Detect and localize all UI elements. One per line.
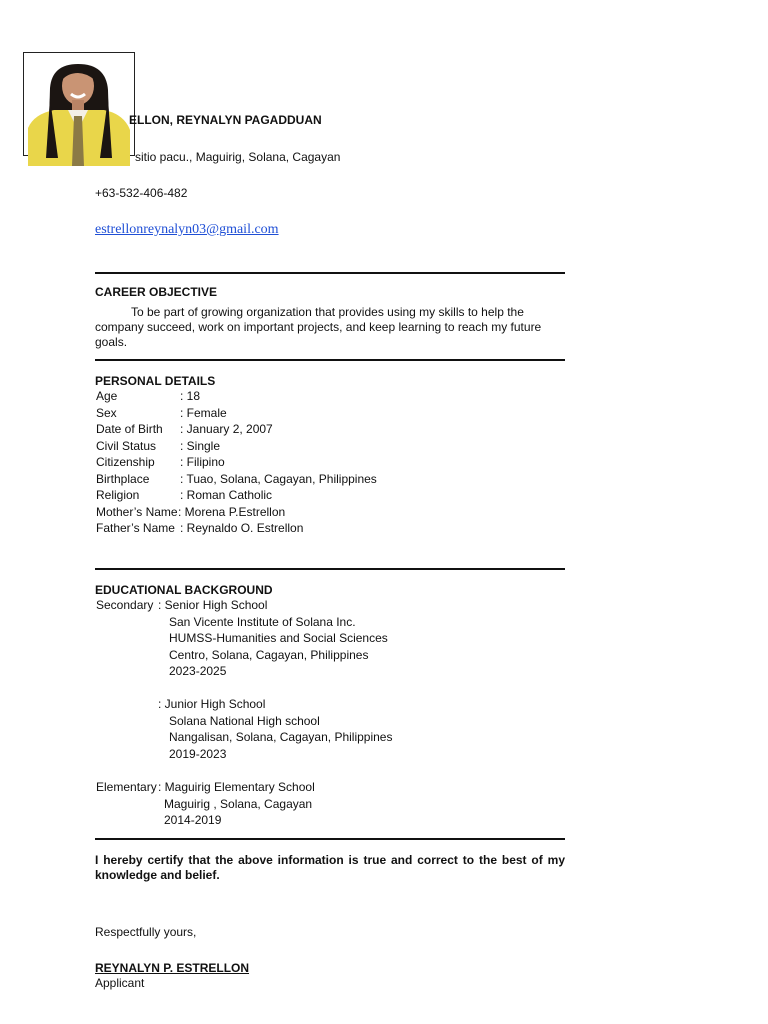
applicant-name-heading: ELLON, REYNALYN PAGADDUAN: [129, 113, 322, 127]
detail-row-sex: [96, 406, 576, 423]
certification-statement: I hereby certify that the above information is true and correct to the best of my knowledge and belief.: [95, 853, 565, 882]
elementary-label: Elementary: [96, 780, 157, 794]
detail-label: Sex: [96, 405, 117, 420]
shs-strand: HUMSS-Humanities and Social Sciences: [169, 631, 388, 645]
signatory-role: Applicant: [95, 976, 145, 990]
jhs-years: 2019-2023: [169, 746, 227, 761]
detail-label: Mother’s Name: [96, 504, 178, 519]
phone-number: +63-532-406-482: [95, 186, 188, 200]
detail-value: : January 2, 2007: [180, 422, 273, 436]
educational-background-heading: EDUCATIONAL BACKGROUND: [95, 583, 273, 597]
detail-value: : Single: [180, 438, 221, 453]
detail-label: Religion: [96, 488, 140, 502]
email-link[interactable]: estrellonreynalyn03@gmail.com: [95, 222, 279, 237]
detail-row-civil-status: [96, 439, 576, 456]
senior-high-level: : Senior High School: [158, 598, 268, 612]
divider: [95, 568, 565, 570]
detail-value: : Tuao, Solana, Cagayan, Philippines: [180, 471, 377, 486]
address: sitio pacu., Maguirig, Solana, Cagayan: [135, 150, 341, 164]
secondary-label: Secondary: [96, 598, 154, 612]
signatory-name: REYNALYN P. ESTRELLON: [95, 961, 250, 975]
detail-label: Father’s Name: [96, 521, 175, 535]
detail-label: Date of Birth: [96, 422, 163, 436]
personal-details-heading: PERSONAL DETAILS: [95, 374, 216, 388]
detail-row-mothers-name: [96, 505, 576, 522]
detail-value: : 18: [180, 389, 201, 403]
detail-value: : Female: [180, 405, 227, 420]
jhs-school: Solana National High school: [169, 713, 320, 728]
career-objective-heading: CAREER OBJECTIVE: [95, 285, 218, 299]
detail-label: Citizenship: [96, 455, 155, 469]
detail-label: Civil Status: [96, 438, 157, 453]
junior-high-level: : Junior High School: [158, 697, 266, 711]
detail-value: : Morena P.Estrellon: [178, 504, 286, 519]
detail-row-religion: [96, 488, 576, 505]
shs-school: San Vicente Institute of Solana Inc.: [169, 614, 356, 629]
career-objective-text: To be part of growing organization that provides using my skills to help the company succeed, work on important projects, and keep learning to reach my future goals.: [95, 305, 542, 349]
elementary-school: : Maguirig Elementary School: [158, 780, 315, 794]
divider: [95, 838, 565, 840]
detail-value: : Roman Catholic: [180, 488, 273, 502]
detail-row-birthplace: [96, 472, 576, 489]
applicant-photo: [28, 58, 130, 166]
elementary-location: Maguirig , Solana, Cagayan: [164, 796, 313, 811]
shs-years: 2023-2025: [169, 664, 227, 678]
divider: [95, 359, 565, 361]
detail-row-date-of-birth: [96, 422, 576, 439]
divider: [95, 272, 565, 274]
detail-value: : Reynaldo O. Estrellon: [180, 521, 304, 535]
closing-salutation: Respectfully yours,: [95, 925, 197, 939]
detail-row-citizenship: [96, 455, 576, 472]
elementary-years: 2014-2019: [164, 813, 222, 827]
detail-label: Age: [96, 389, 118, 403]
detail-value: : Filipino: [180, 455, 225, 469]
jhs-location: Nangalisan, Solana, Cagayan, Philippines: [169, 730, 393, 744]
detail-row-fathers-name: [96, 521, 576, 538]
detail-label: Birthplace: [96, 471, 150, 486]
shs-location: Centro, Solana, Cagayan, Philippines: [169, 647, 369, 662]
detail-row-age: [96, 389, 576, 406]
